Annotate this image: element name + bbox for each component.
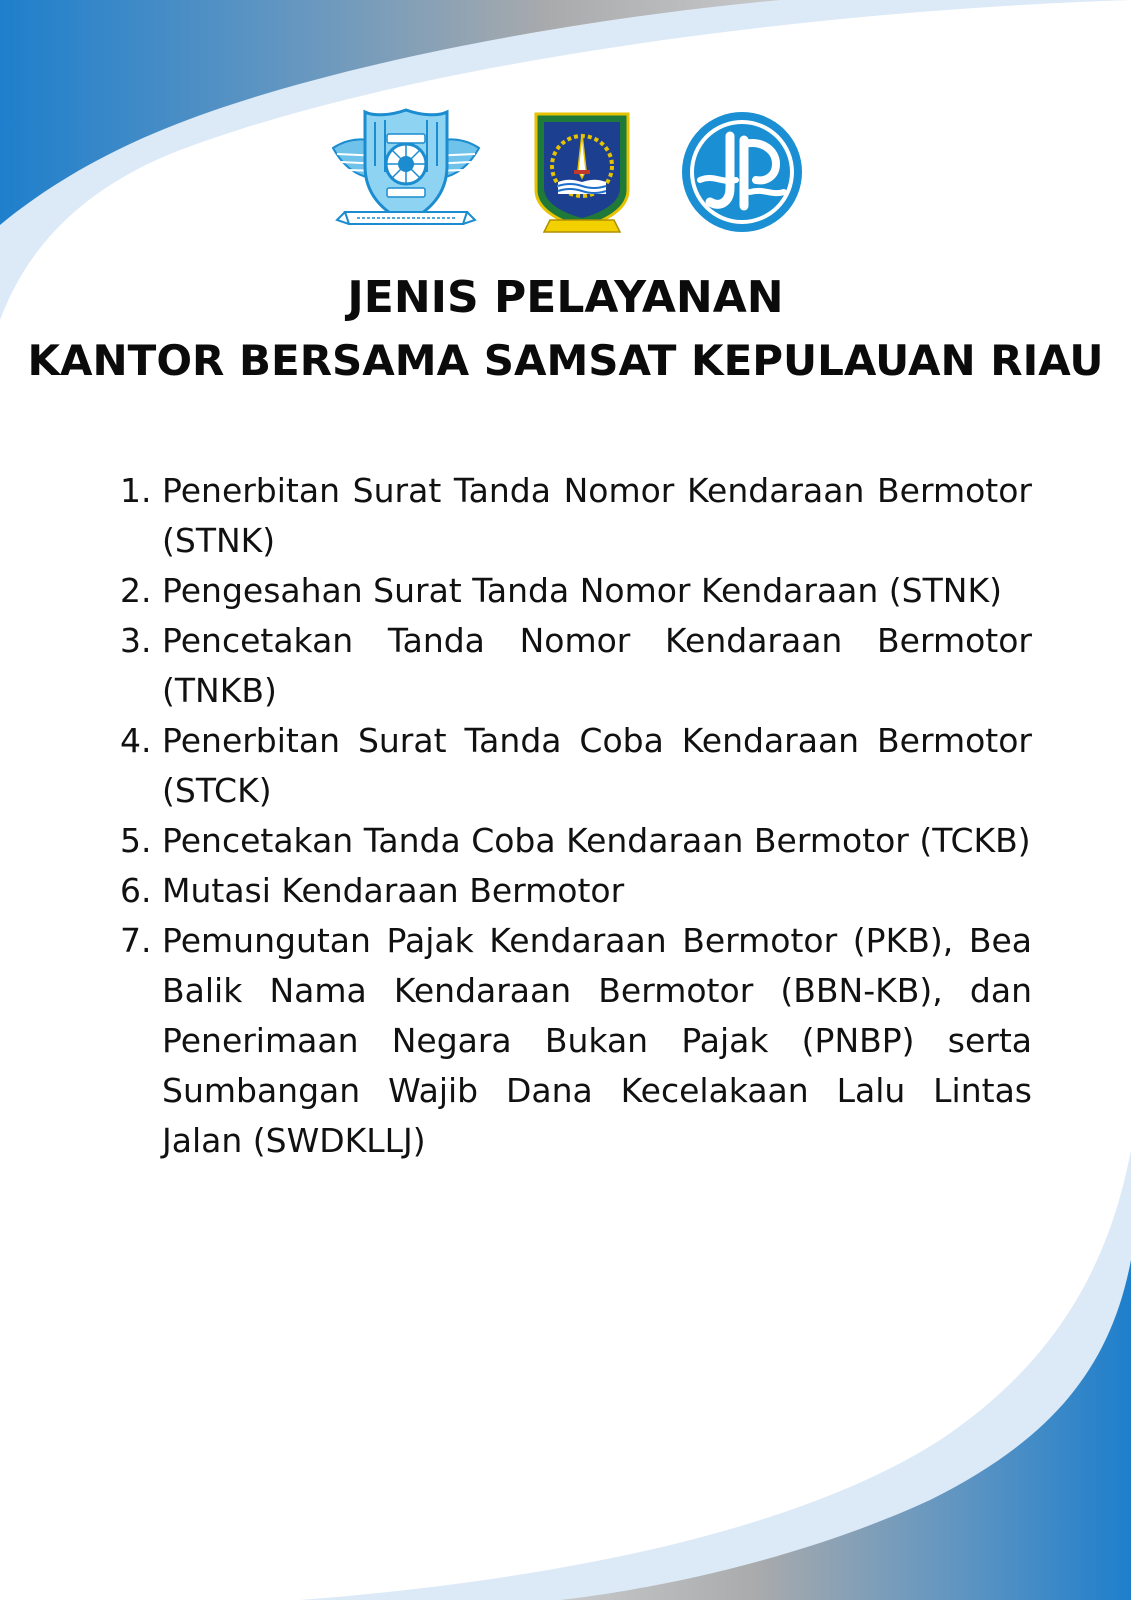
service-number: 6. — [120, 871, 152, 910]
service-text: Pemungutan Pajak Kendaraan Bermotor (PKB), Bea Balik Nama Kendaraan Bermotor (BBN-KB), dan Penerimaan Negara Bukan Pajak (PNBP) serta Sumbangan Wajib Dana Kecelakaan Lalu Lintas Jalan (SWDKLLJ) — [162, 921, 1032, 1160]
service-item-5 — [120, 816, 1032, 866]
logo-row — [0, 108, 1131, 238]
service-item-4 — [120, 716, 1032, 816]
page-title: JENIS PELAYANAN — [347, 272, 784, 323]
service-text: Pencetakan Tanda Coba Kendaraan Bermotor (TCKB) — [162, 821, 1031, 860]
service-text: Penerbitan Surat Tanda Nomor Kendaraan Bermotor (STNK) — [162, 471, 1032, 560]
service-item-6 — [120, 866, 1032, 916]
bottom-gradient-swoosh — [560, 1260, 1131, 1600]
service-text: Pencetakan Tanda Nomor Kendaraan Bermotor (TNKB) — [162, 621, 1032, 710]
provinsi-kepulauan-riau-logo — [528, 108, 636, 238]
service-text: Pengesahan Surat Tanda Nomor Kendaraan (STNK) — [162, 571, 1002, 610]
jasa-raharja-logo — [680, 110, 804, 234]
service-item-1 — [120, 466, 1032, 566]
services-list — [120, 466, 1032, 1166]
service-number: 1. — [120, 471, 152, 510]
service-number: 7. — [120, 921, 152, 960]
service-number: 4. — [120, 721, 152, 760]
page-subtitle: KANTOR BERSAMA SAMSAT KEPULAUAN RIAU — [27, 336, 1104, 385]
service-number: 3. — [120, 621, 152, 660]
service-number: 5. — [120, 821, 152, 860]
service-number: 2. — [120, 571, 152, 610]
service-item-7 — [120, 916, 1032, 1166]
korlantas-polri-logo — [323, 108, 489, 234]
service-item-3 — [120, 616, 1032, 716]
service-text: Mutasi Kendaraan Bermotor — [162, 871, 625, 910]
service-text: Penerbitan Surat Tanda Coba Kendaraan Bermotor (STCK) — [162, 721, 1032, 810]
service-item-2 — [120, 566, 1032, 616]
